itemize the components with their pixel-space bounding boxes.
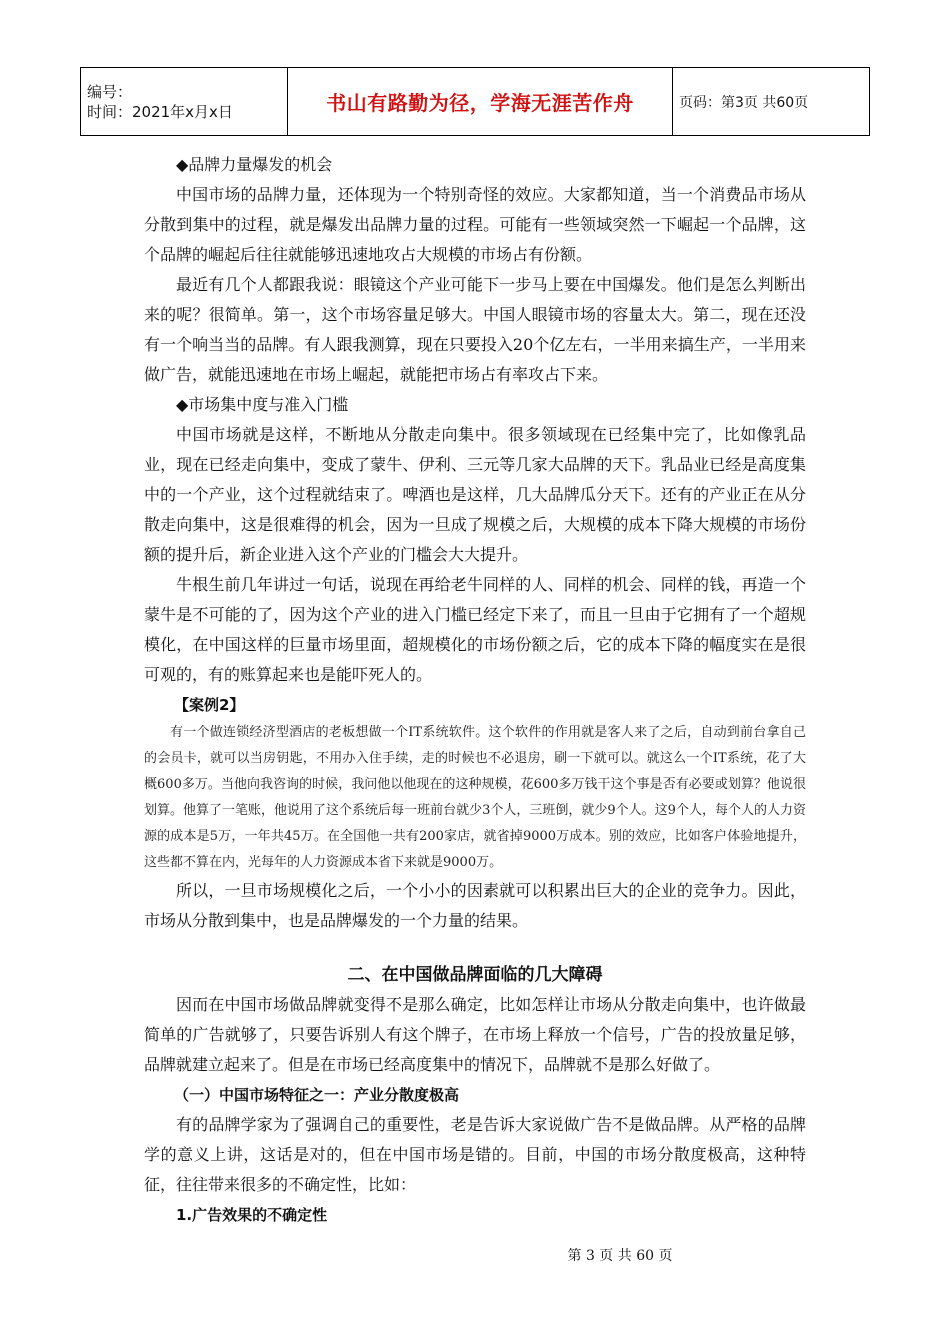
header-info-cell (81, 68, 288, 136)
header-motto: 书山有路勤为径，学海无涯苦作舟 (288, 68, 673, 136)
item-title: 1.广告效果的不确定性 (176, 1206, 328, 1224)
paragraph: 最近有几个人都跟我说：眼镜这个产业可能下一步马上要在中国爆发。他们是怎么判断出来的呢？很简单。第一，这个市场容量足够大。中国人眼镜市场的容量太大。第二，现在还没有一个响当当的品牌。有人跟我测算，现在只要投入20个亿左右，一半用来搞生产，一半用来做广告，就能迅速地在市场上崛起，就能把市场占有率攻占下来。 (144, 275, 806, 384)
time-label: 时间：2021年x月x日 (87, 102, 233, 121)
header-table (80, 67, 870, 136)
page-footer: 第 3 页 共 60 页 (567, 1248, 673, 1264)
paragraph: 中国市场就是这样，不断地从分散走向集中。很多领域现在已经集中完了，比如像乳品业，现在已经走向集中，变成了蒙牛、伊利、三元等几家大品牌的天下。乳品业已经是高度集中的一个产业，这个过程就结束了。啤酒也是这样，几大品牌瓜分天下。还有的产业正在从分散走向集中，这是很难得的机会，因为一旦成了规模之后，大规模的成本下降大规模的市场份额的提升后，新企业进入这个产业的门槛会大大提升。 (144, 425, 806, 564)
section-heading: ◆品牌力量爆发的机会 (176, 155, 333, 174)
number-label: 编号： (87, 82, 133, 101)
header-page-label: 页码：第3页 共60页 (673, 68, 870, 136)
chapter-title: 二、在中国做品牌面临的几大障碍 (347, 965, 603, 985)
case-title: 【案例2】 (174, 696, 245, 714)
document-body (144, 150, 806, 1230)
paragraph: 所以，一旦市场规模化之后，一个小小的因素就可以积累出巨大的企业的竞争力。因此，市场从分散到集中，也是品牌爆发的一个力量的结果。 (144, 881, 806, 930)
section-heading: ◆市场集中度与准入门槛 (176, 395, 349, 414)
paragraph: 因而在中国市场做品牌就变得不是那么确定，比如怎样让市场从分散走向集中，也许做最简单的广告就够了，只要告诉别人有这个牌子，在市场上释放一个信号，广告的投放量足够，品牌就建立起来了。但是在市场已经高度集中的情况下，品牌就不是那么好做了。 (144, 995, 806, 1074)
paragraph: 有的品牌学家为了强调自己的重要性，老是告诉大家说做广告不是做品牌。从严格的品牌学的意义上讲，这话是对的，但在中国市场是错的。目前，中国的市场分散度极高，这种特征，往往带来很多的不确定性，比如： (144, 1115, 806, 1194)
paragraph: 中国市场的品牌力量，还体现为一个特别奇怪的效应。大家都知道，当一个消费品市场从分散到集中的过程，就是爆发出品牌力量的过程。可能有一些领域突然一下崛起一个品牌，这个品牌的崛起后往往就能够迅速地攻占大规模的市场占有份额。 (144, 185, 806, 264)
paragraph: 牛根生前几年讲过一句话，说现在再给老牛同样的人、同样的机会、同样的钱，再造一个蒙牛是不可能的了，因为这个产业的进入门槛已经定下来了，而且一旦由于它拥有了一个超规模化，在中国这样的巨量市场里面，超规模化的市场份额之后，它的成本下降的幅度实在是很可观的，有的账算起来也是能吓死人的。 (144, 575, 806, 684)
case-text: 有一个做连锁经济型酒店的老板想做一个IT系统软件。这个软件的作用就是客人来了之后，自动到前台拿自己的会员卡，就可以当房钥匙，不用办入住手续，走的时候也不必退房，刷一下就可以。就这么一个IT系统，花了大概600多万。当他向我咨询的时候，我问他以他现在的这种规模，花600多万钱干这个事是否有必要或划算？他说很划算。他算了一笔账，他说用了这个系统后每一班前台就少3个人，三班倒，就少9个人。这9个人，每个人的人力资源的成本是5万，一年共45万。在全国他一共有200家店，就省掉9000万成本。别的效应，比如客户体验地提升，这些都不算在内，光每年的人力资源成本省下来就是9000万。 (144, 725, 806, 870)
subsection-title: （一）中国市场特征之一：产业分散度极高 (174, 1086, 460, 1104)
